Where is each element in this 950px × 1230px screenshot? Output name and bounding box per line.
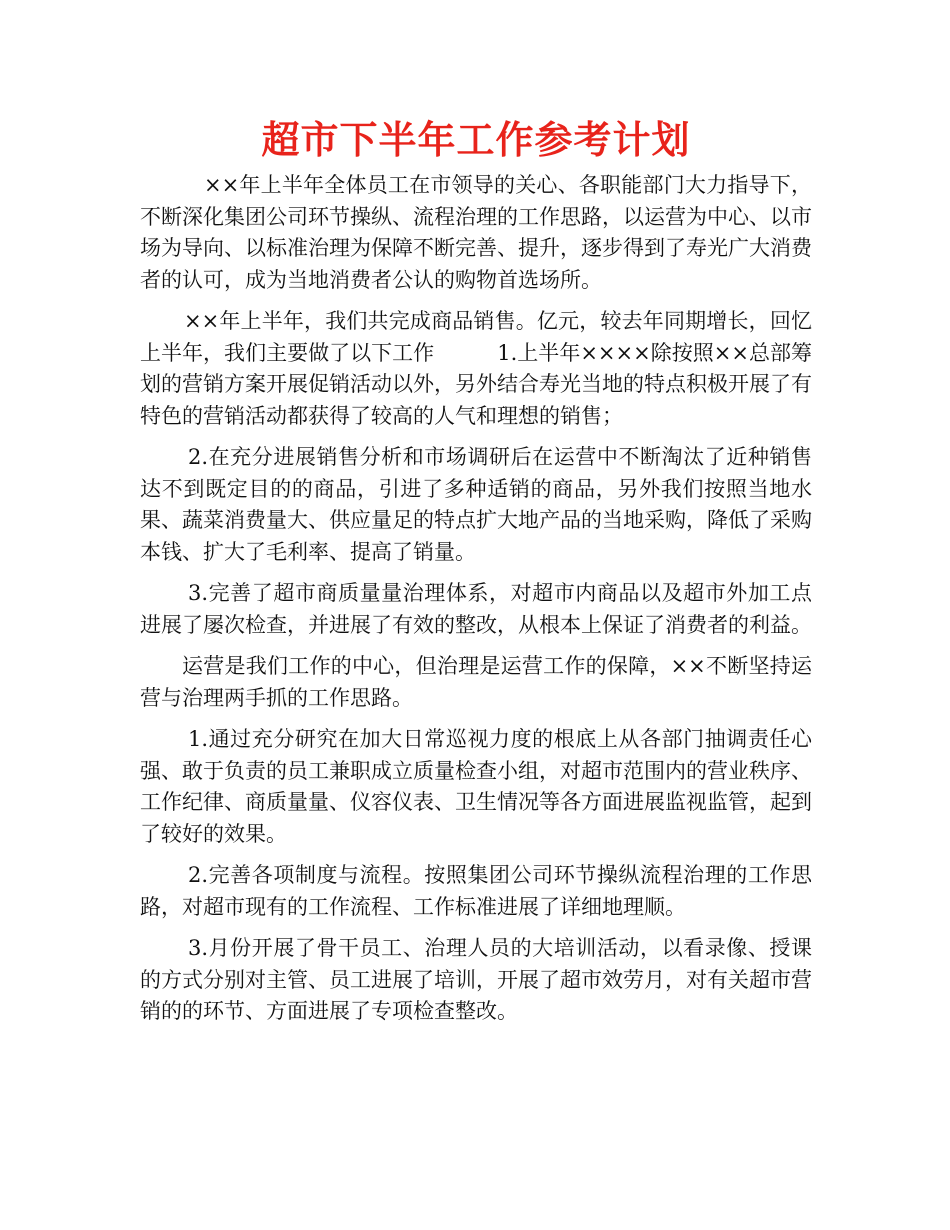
body-paragraph: 运营是我们工作的中心，但治理是运营工作的保障，××不断坚持运营与治理两手抓的工作思路。 <box>140 654 812 710</box>
body-paragraph: 3.完善了超市商质量量治理体系，对超市内商品以及超市外加工点进展了屡次检查，并进展了有效的整改，从根本上保证了消费者的利益。 <box>140 581 812 637</box>
document-title: 超市下半年工作参考计划 <box>261 118 691 162</box>
body-paragraph: 2.在充分进展销售分析和市场调研后在运营中不断淘汰了近种销售达不到既定目的的商品，引进了多种适销的商品，另外我们按照当地水果、蔬菜消费量大、供应量足的特点扩大地产品的当地采购，降低了采购本钱、扩大了毛利率、提高了销量。 <box>140 445 812 564</box>
body-paragraph: 2.完善各项制度与流程。按照集团公司环节操纵流程治理的工作思路，对超市现有的工作流程、工作标准进展了详细地理顺。 <box>140 863 812 919</box>
body-paragraph: 1.通过充分研究在加大日常巡视力度的根底上从各部门抽调责任心强、敢于负责的员工兼职成立质量检查小组，对超市范围内的营业秩序、工作纪律、商质量量、仪容仪表、卫生情况等各方面进展监视监管，起到了较好的效果。 <box>140 727 812 846</box>
body-paragraph: ××年上半年，我们共完成商品销售。亿元，较去年同期增长，回忆上半年，我们主要做了以下工作 1.上半年××××除按照××总部筹划的营销方案开展促销活动以外，另外结合寿光当地的特点积极开展了有特色的营销活动都获得了较高的人气和理想的销售； <box>140 309 812 428</box>
body-paragraph: ××年上半年全体员工在市领导的关心、各职能部门大力指导下，不断深化集团公司环节操纵、流程治理的工作思路，以运营为中心、以市场为导向、以标准治理为保障不断完善、提升，逐步得到了寿光广大消费者的认可，成为当地消费者公认的购物首选场所。 <box>140 173 812 292</box>
body-paragraph: 3.月份开展了骨干员工、治理人员的大培训活动，以看录像、授课的方式分别对主管、员工进展了培训，开展了超市效劳月，对有关超市营销的的环节、方面进展了专项检查整改。 <box>140 936 812 1023</box>
document-body <box>140 170 812 1028</box>
document-page <box>140 112 812 1038</box>
